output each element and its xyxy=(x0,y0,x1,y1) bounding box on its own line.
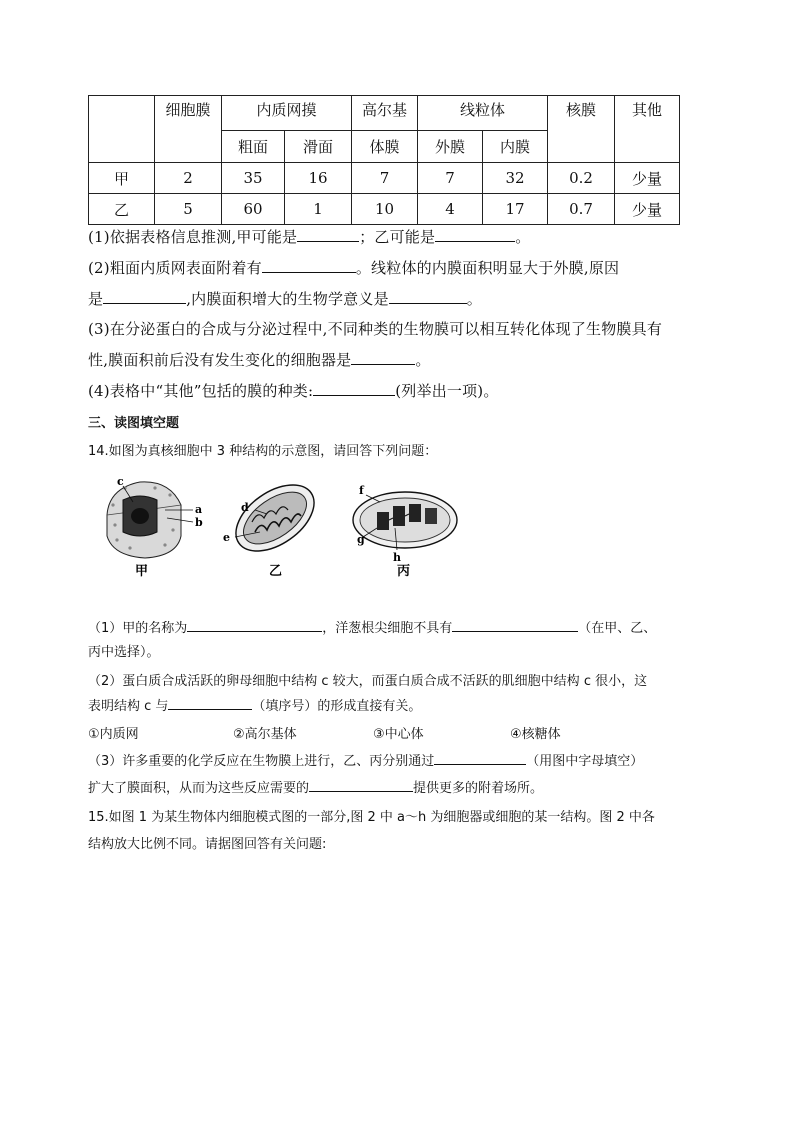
header-cell-golgi-membrane: 体膜 xyxy=(352,131,418,163)
q13-part4: (4)表格中“其他”包括的膜的种类: (列举出一项)。 xyxy=(88,382,499,400)
cell-structures-figure xyxy=(95,470,475,582)
answer-blank[interactable] xyxy=(187,617,322,632)
answer-blank[interactable] xyxy=(168,695,252,710)
q15-line1: 15.如图 1 为某生物体内细胞模式图的一部分,图 2 中 a～h 为细胞器或细胞的某一结构。图 2 中各 xyxy=(88,810,655,825)
figure-label-d: d xyxy=(241,501,249,514)
q13-part2-cont: 是 ,内膜面积增大的生物学意义是 。 xyxy=(88,290,482,308)
answer-blank[interactable] xyxy=(351,350,415,365)
option-centrosome: ③中心体 xyxy=(373,727,424,742)
answer-blank[interactable] xyxy=(452,617,578,632)
figure-label-c: c xyxy=(117,475,124,488)
membrane-table xyxy=(88,95,680,225)
header-cell-rough: 粗面 xyxy=(222,131,285,163)
figure-label-b: b xyxy=(195,516,203,529)
header-cell-golgi: 高尔基 xyxy=(352,96,418,131)
table-cell: 少量 xyxy=(615,163,680,194)
nucleus-illustration xyxy=(107,482,193,558)
table-cell: 少量 xyxy=(615,194,680,225)
header-cell-mitochondria: 线粒体 xyxy=(418,96,548,131)
q14-part1: （1）甲的名称为 ，洋葱根尖细胞不具有 （在甲、乙、 xyxy=(88,617,656,636)
caption-jia: 甲 xyxy=(135,564,149,579)
answer-blank[interactable] xyxy=(103,289,186,304)
q14-part2-cont: 表明结构 c 与 （填序号）的形成直接有关。 xyxy=(88,695,421,714)
table-row xyxy=(89,194,680,225)
caption-yi: 乙 xyxy=(269,564,283,579)
row-label: 乙 xyxy=(89,194,155,225)
answer-blank[interactable] xyxy=(262,258,356,273)
figure-label-h: h xyxy=(393,551,401,564)
q13-part2: (2)粗面内质网表面附着有 。线粒体的内膜面积明显大于外膜,原因 xyxy=(88,259,620,277)
figure-label-g: g xyxy=(357,533,365,546)
q13-part1: (1)依据表格信息推测,甲可能是 ；乙可能是 。 xyxy=(88,228,531,246)
q13-part3: (3)在分泌蛋白的合成与分泌过程中,不同种类的生物膜可以相互转化体现了生物膜具有 xyxy=(88,320,663,338)
q13-part3-cont: 性,膜面积前后没有发生变化的细胞器是 。 xyxy=(88,351,431,369)
table-cell: 5 xyxy=(155,194,222,225)
figure-label-f: f xyxy=(359,484,364,497)
header-cell-er: 内质网摸 xyxy=(222,96,352,131)
table-cell: 4 xyxy=(418,194,483,225)
section-title: 三、读图填空题 xyxy=(88,416,180,431)
table-cell: 17 xyxy=(483,194,548,225)
answer-blank[interactable] xyxy=(389,289,467,304)
table-cell: 32 xyxy=(483,163,548,194)
answer-blank[interactable] xyxy=(435,227,515,242)
table-cell: 7 xyxy=(418,163,483,194)
header-cell-inner: 内膜 xyxy=(483,131,548,163)
table-cell: 1 xyxy=(285,194,352,225)
table-cell: 7 xyxy=(352,163,418,194)
option-er: ①内质网 xyxy=(88,727,139,742)
q14-part2: （2）蛋白质合成活跃的卵母细胞中结构 c 较大，而蛋白质合成不活跃的肌细胞中结构 c 很小，这 xyxy=(88,674,648,689)
q14-part3-cont: 扩大了膜面积，从而为这些反应需要的 提供更多的附着场所。 xyxy=(88,777,543,796)
table-cell: 60 xyxy=(222,194,285,225)
figure-label-a: a xyxy=(195,503,203,516)
header-cell-nuclear-membrane: 核膜 xyxy=(548,96,615,163)
answer-blank[interactable] xyxy=(297,227,359,242)
table-cell: 35 xyxy=(222,163,285,194)
figure-label-e: e xyxy=(223,531,230,544)
table-row xyxy=(89,163,680,194)
q14-intro: 14.如图为真核细胞中 3 种结构的示意图，请回答下列问题： xyxy=(88,444,438,459)
mitochondrion-illustration xyxy=(224,471,326,564)
q14-part3: （3）许多重要的化学反应在生物膜上进行，乙、丙分别通过 （用图中字母填空） xyxy=(88,750,643,769)
table-cell: 2 xyxy=(155,163,222,194)
row-label: 甲 xyxy=(89,163,155,194)
table-cell: 0.2 xyxy=(548,163,615,194)
answer-blank[interactable] xyxy=(434,750,526,765)
option-golgi: ②高尔基体 xyxy=(233,727,297,742)
caption-bing: 丙 xyxy=(397,564,411,579)
q14-part1-cont: 丙中选择）。 xyxy=(88,645,160,660)
chloroplast-illustration xyxy=(353,492,457,550)
option-ribosome: ④核糖体 xyxy=(510,727,561,742)
header-cell-membrane: 细胞膜 xyxy=(155,96,222,163)
answer-blank[interactable] xyxy=(309,777,413,792)
header-cell-outer: 外膜 xyxy=(418,131,483,163)
table-corner-cell xyxy=(89,96,155,163)
q15-line2: 结构放大比例不同。请据图回答有关问题: xyxy=(88,837,327,852)
table-cell: 0.7 xyxy=(548,194,615,225)
answer-blank[interactable] xyxy=(313,381,395,396)
table-cell: 16 xyxy=(285,163,352,194)
header-cell-smooth: 滑面 xyxy=(285,131,352,163)
table-cell: 10 xyxy=(352,194,418,225)
header-cell-other: 其他 xyxy=(615,96,680,163)
